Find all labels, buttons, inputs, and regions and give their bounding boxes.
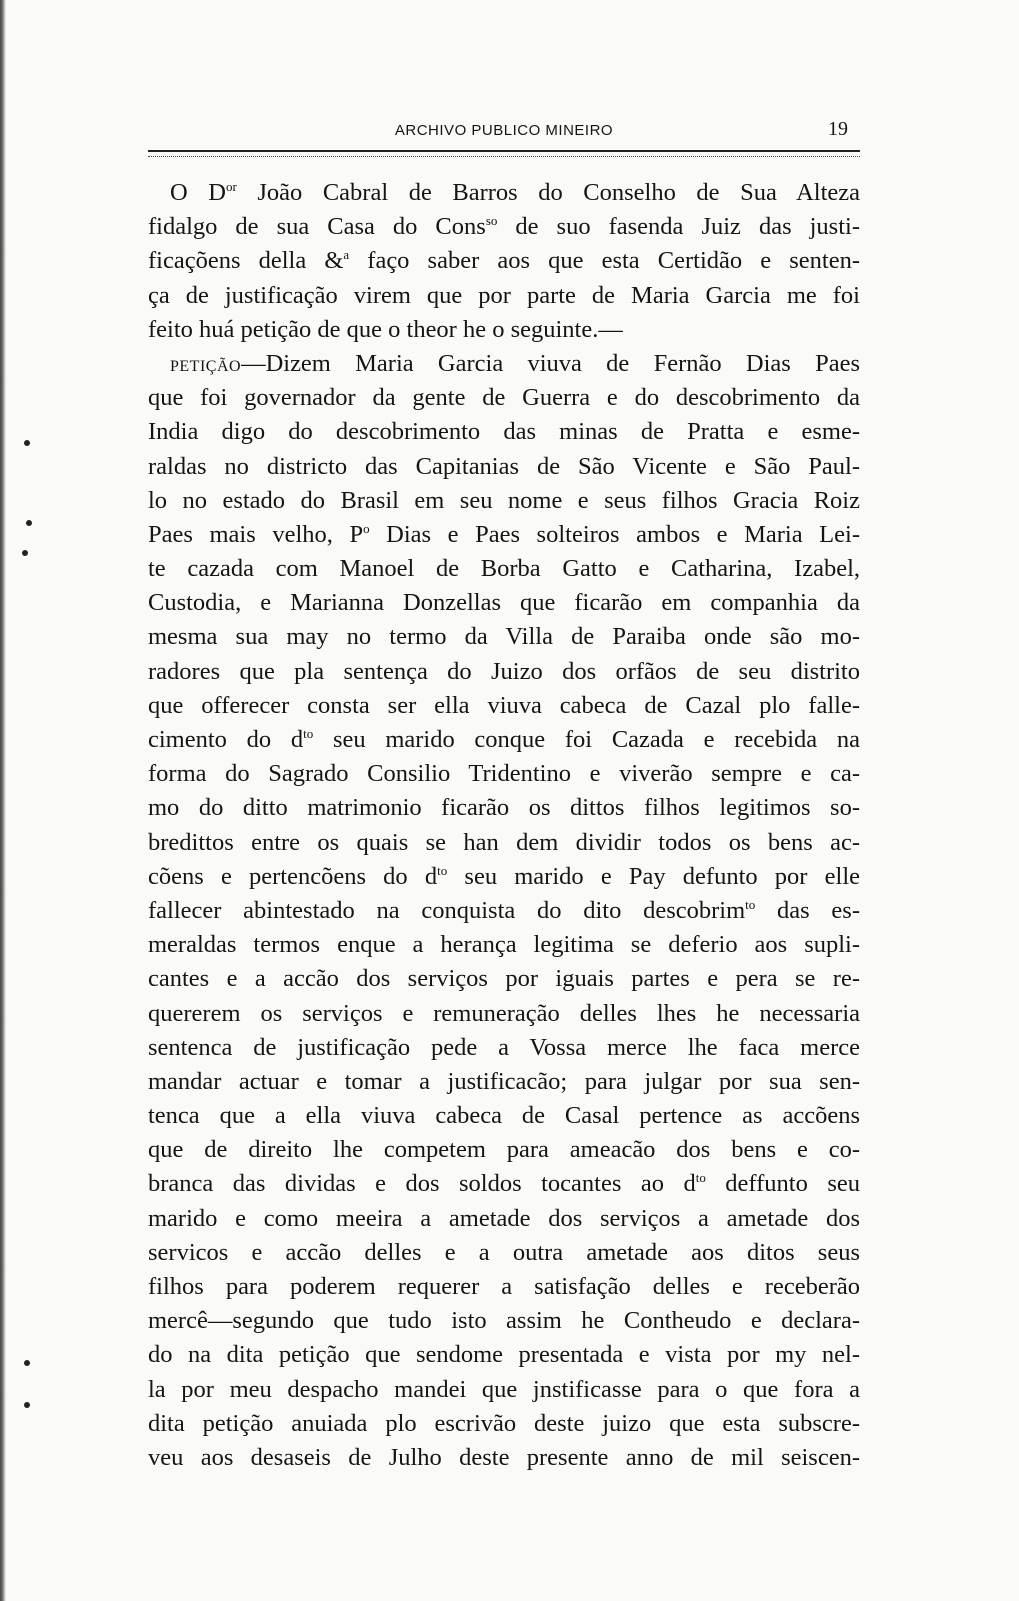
ink-speck — [26, 520, 32, 526]
text-line: tenca que a ella viuva cabeca de Casal pertence as accõens — [148, 1102, 860, 1130]
text-line: te cazada com Manoel de Borba Gatto e Catharina, Izabel, — [148, 555, 860, 583]
text-line: veu aos desaseis de Julho deste presente anno de mil seiscen- — [148, 1443, 860, 1471]
paragraph-certidao — [148, 176, 860, 347]
page-number: 19 — [828, 118, 848, 140]
text-line: servicos e accão delles e a outra ametade aos ditos seus — [148, 1238, 860, 1266]
text-line: meraldas termos enque a herança legitima se deferio aos supli- — [148, 931, 860, 959]
text-line: mercê—segundo que tudo isto assim he Contheudo e declara- — [148, 1307, 860, 1335]
text-line: India digo do descobrimento das minas de Pratta e esme- — [148, 418, 860, 446]
text-line: Custodia, e Marianna Donzellas que ficarão em companhia da — [148, 589, 860, 617]
text-line: feito huá petição de que o theor he o seguinte.— — [148, 315, 623, 343]
running-head: ARCHIVO PUBLICO MINEIRO — [394, 122, 614, 139]
text-line: forma do Sagrado Consilio Tridentino e viverão sempre e ca- — [148, 760, 860, 788]
text-line: lo no estado do Brasil em seu nome e seus filhos Gracia Roiz — [148, 486, 860, 514]
text-line: O $D^{or}$ João Cabral de Barros do Conselho de Sua Alteza — [170, 178, 860, 206]
text-line: quererem os serviços e remuneração delles lhes he necessaria — [148, 999, 860, 1027]
text-line: filhos para poderem requerer a satisfação delles e receberão — [148, 1273, 860, 1300]
text-line: mesma sua may no termo da Villa de Paraiba onde são mo- — [148, 623, 860, 651]
text-line: ficaçõens della &$^a$ faço saber aos que esta Certidão e senten- — [148, 247, 860, 275]
header-rule — [148, 150, 860, 157]
text-line: raldas no districto das Capitanias de São Vicente e São Paul- — [148, 452, 860, 480]
text-line: cõens e pertencõens do $d^{to}$ seu marido e Pay defunto por elle — [148, 862, 860, 890]
paragraph-peticao — [148, 347, 860, 1475]
text-line: mandar actuar e tomar a justificacão; para julgar por sua sen- — [148, 1067, 860, 1095]
text-line: branca das dividas e dos soldos tocantes ao $d^{to}$ deffunto seu — [148, 1170, 860, 1198]
text-line: fallecer abintestado na conquista do dito descobrim$^{to}$ das es- — [148, 896, 860, 924]
text-line: cantes e a accão dos serviços por iguais partes e pera se re- — [148, 965, 860, 993]
text-line: dita petição anuiada plo escrivão deste juizo que esta subscre- — [148, 1409, 860, 1437]
text-line: radores que pla sentença do Juizo dos orfãos de seu distrito — [148, 657, 860, 685]
ink-speck — [22, 550, 28, 556]
text-line: marido e como meeira a ametade dos serviços a ametade dos — [148, 1204, 860, 1232]
text-line: que de direito lhe competem para ameacão dos bens e co- — [148, 1136, 860, 1164]
text-line: bredittos entre os quais se han dem dividir todos os bens ac- — [148, 828, 860, 856]
text-line: do na dita petição que sendome presentada e vista por my nel- — [148, 1341, 860, 1369]
text-line: PETIÇÃO—Dizem Maria Garcia viuva de Fernão Dias Paes — [170, 349, 860, 377]
section-label: PETIÇÃO — [170, 357, 242, 375]
page-header — [148, 118, 860, 148]
binding-edge — [0, 0, 6, 1601]
text-line: sentenca de justificação pede a Vossa merce lhe faca merce — [148, 1033, 860, 1061]
body-text — [148, 176, 860, 1475]
ink-speck — [24, 1360, 30, 1366]
text-line: cimento do $d^{to}$ seu marido conque foi Cazada e recebida na — [148, 725, 860, 753]
text-line: ça de justificação virem que por parte de Maria Garcia me foi — [148, 281, 860, 309]
text-line: mo do ditto matrimonio ficarão os dittos filhos legitimos so- — [148, 794, 860, 822]
ink-speck — [24, 440, 30, 446]
text-line: que foi governador da gente de Guerra e do descobrimento da — [148, 384, 860, 412]
text-line: que offerecer consta ser ella viuva cabeca de Cazal plo falle- — [148, 691, 860, 719]
ink-speck — [24, 1402, 30, 1408]
text-line: fidalgo de sua Casa do Cons$^{so}$ de suo fasenda Juiz das justi- — [148, 213, 860, 241]
text-line: Paes mais velho, $P^o$ Dias e Paes solteiros ambos e Maria Lei- — [148, 520, 860, 548]
text-line: la por meu despacho mandei que jnstificasse para o que fora a — [148, 1375, 860, 1403]
